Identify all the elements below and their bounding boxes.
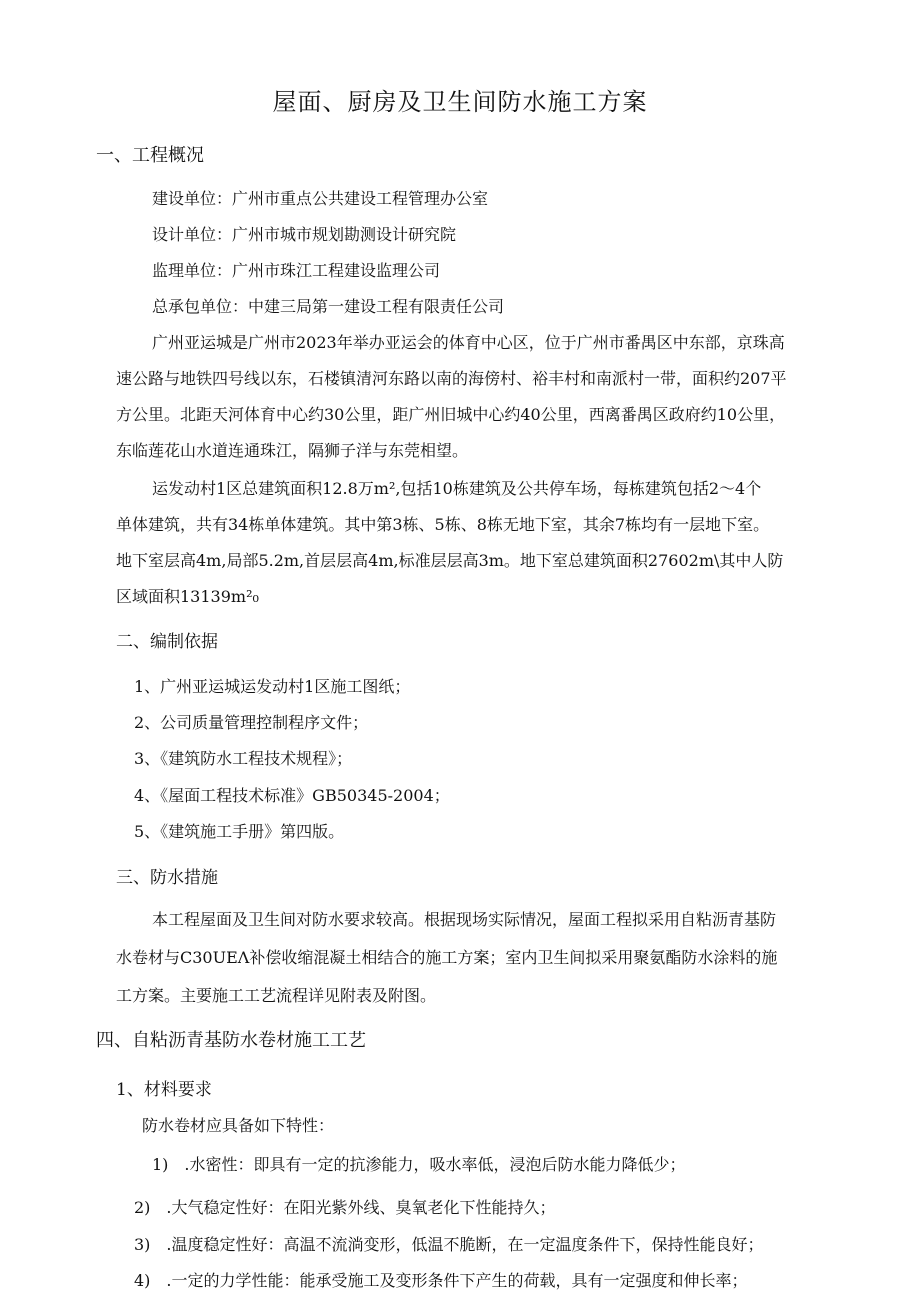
material-property-item: 3) .温度稳定性好：高温不流淌变形，低温不脆断，在一定温度条件下，保持性能良好； (134, 1235, 764, 1254)
overview-paragraph-line: 广州亚运城是广州市2023年举办亚运会的体育中心区，位于广州市番禺区中东部，京珠高 (152, 333, 785, 352)
section-heading-membrane-process: 四、自粘沥青基防水卷材施工工艺 (96, 1030, 366, 1051)
section-heading-overview: 一、工程概况 (96, 145, 204, 166)
measures-paragraph-line: 本工程屋面及卫生间对防水要求较高。根据现场实际情况，屋面工程拟采用自粘沥青基防 (152, 910, 777, 929)
basis-list-item: 5、《建筑施工手册》第四版。 (134, 822, 345, 841)
section-heading-measures: 三、防水措施 (116, 868, 218, 888)
owner-unit-line: 建设单位：广州市重点公共建设工程管理办公室 (152, 189, 489, 208)
material-property-item: 4) .一定的力学性能：能承受施工及变形条件下产生的荷载，具有一定强度和伸长率； (134, 1271, 748, 1290)
material-intro-line: 防水卷材应具备如下特性： (142, 1116, 335, 1135)
measures-paragraph-line: 水卷材与C30UEΛ补偿收缩混凝土相结合的施工方案；室内卫生间拟采用聚氨酯防水涂料的施 (116, 948, 778, 967)
measures-paragraph-line: 工方案。主要施工工艺流程详见附表及附图。 (116, 986, 437, 1005)
basis-list-item: 3、《建筑防水工程技术规程》； (134, 749, 353, 768)
contractor-unit-line: 总承包单位：中建三局第一建设工程有限责任公司 (152, 297, 505, 316)
building-paragraph-line: 地下室层高4m,局部5.2m,首层层高4m,标准层层高3m。地下室总建筑面积27602m\其中人防 (116, 551, 784, 570)
sub-heading-material-requirements: 1、材料要求 (116, 1080, 212, 1100)
building-paragraph-line: 区域面积13139m²₀ (116, 587, 259, 606)
section-heading-basis: 二、编制依据 (116, 632, 218, 652)
basis-list-item: 1、广州亚运城运发动村1区施工图纸； (134, 677, 411, 696)
document-title: 屋面、厨房及卫生间防水施工方案 (272, 88, 648, 116)
overview-paragraph-line: 速公路与地铁四号线以东，石楼镇清河东路以南的海傍村、裕丰村和南派村一带，面积约207平 (116, 369, 787, 388)
building-paragraph-line: 单体建筑，共有34栋单体建筑。其中第3栋、5栋、8栋无地下室，其余7栋均有一层地下室。 (116, 515, 770, 534)
overview-paragraph-line: 方公里。北距天河体育中心约30公里，距广州旧城中心约40公里，西离番禺区政府约10公里， (116, 405, 786, 424)
supervision-unit-line: 监理单位：广州市珠江工程建设监理公司 (152, 261, 441, 280)
overview-paragraph-line: 东临莲花山水道连通珠江，隔狮子洋与东莞相望。 (116, 441, 469, 460)
basis-list-item: 4、《屋面工程技术标准》GB50345-2004； (134, 786, 450, 805)
material-property-item: 1) .水密性：即具有一定的抗渗能力，吸水率低，浸泡后防水能力降低少； (152, 1155, 686, 1174)
design-unit-line: 设计单位：广州市城市规划勘测设计研究院 (152, 225, 457, 244)
building-paragraph-line: 运发动村1区总建筑面积12.8万m²,包括10栋建筑及公共停车场，每栋建筑包括2～4个 (152, 479, 762, 498)
material-property-item: 2) .大气稳定性好：在阳光紫外线、臭氧老化下性能持久； (134, 1198, 556, 1217)
basis-list-item: 2、公司质量管理控制程序文件； (134, 713, 369, 732)
